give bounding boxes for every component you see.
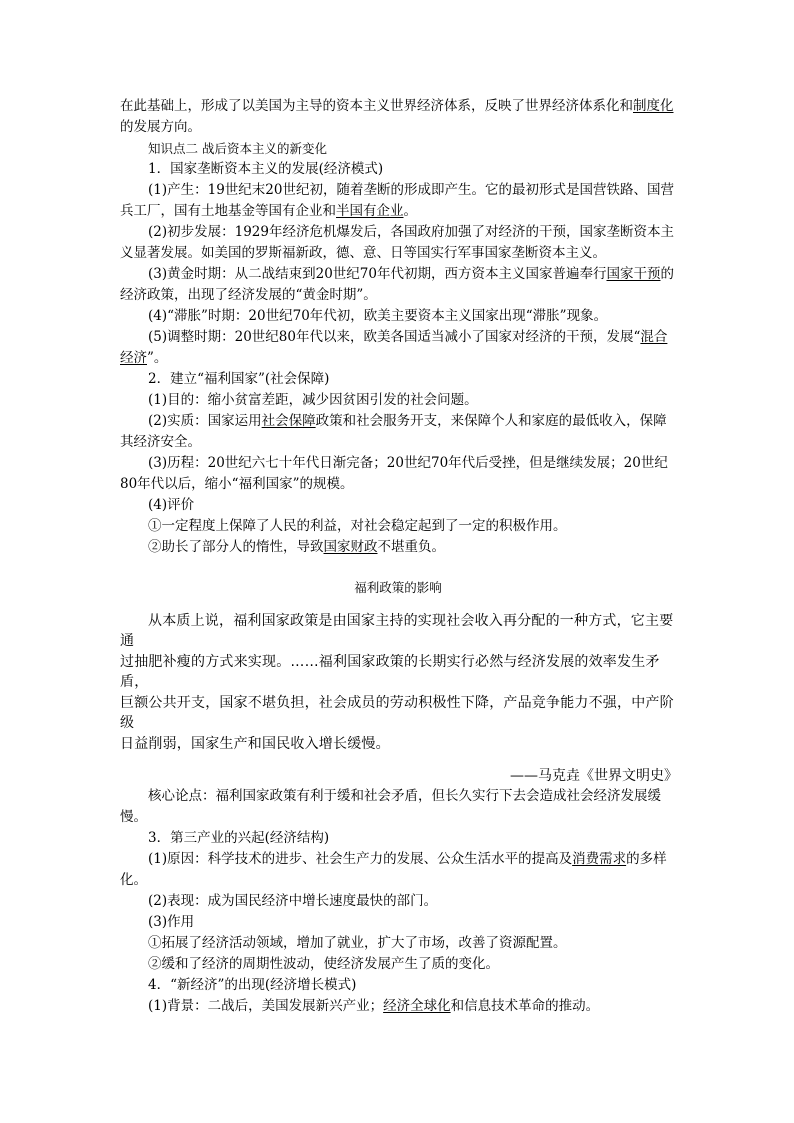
- section-heading: 知识点二 战后资本主义的新变化: [148, 141, 327, 156]
- paragraph: (3)历程：20世纪六七十年代日渐完备；20世纪70年代后受挫，但是继续发展；20世纪80年代以后，缩小“福利国家”的规模。: [120, 455, 668, 492]
- paragraph: (1)产生：19世纪末20世纪初，随着垄断的形成即产生。它的最初形式是国营铁路、国营兵工厂，国有土地基金等国有企业和半国有企业。: [120, 182, 674, 219]
- intro-paragraph: 在此基础上，形成了以美国为主导的资本主义世界经济体系，反映了世界经济体系化和制度化的发展方向。: [120, 98, 674, 135]
- quote-line: 日益削弱，国家生产和国民收入增长缓慢。: [120, 736, 390, 752]
- quote-attribution: ——马克垚《世界文明史》: [510, 768, 678, 784]
- paragraph: (4)“滞胀”时期：20世纪70年代初，欧美主要资本主义国家出现“滞胀”现象。: [148, 308, 608, 324]
- paragraph: (1)原因：科学技术的进步、社会生产力的发展、公众生活水平的提高及消费需求的多样化。: [120, 851, 667, 888]
- subsection-title: 4．“新经济”的出现(经济增长模式): [148, 977, 357, 993]
- list-item: ①拓展了经济活动领域，增加了就业，扩大了市场，改善了资源配置。: [148, 935, 567, 951]
- quote-line: 过抽肥补瘦的方式来实现。……福利国家政策的长期实行必然与经济发展的效率发生矛盾，: [120, 654, 660, 690]
- subsection-title: 1．国家垄断资本主义的发展(经济模式): [148, 161, 384, 177]
- subsection-title: 2．建立“福利国家”(社会保障): [148, 371, 330, 387]
- paragraph: (2)初步发展：1929年经济危机爆发后，各国政府加强了对经济的干预，国家垄断资本主义显著发展。如美国的罗斯福新政，德、意、日等国实行军事国家垄断资本主义。: [120, 224, 674, 261]
- core-argument: 核心论点：福利国家政策有利于缓和社会矛盾，但长久实行下去会造成社会经济发展缓慢。: [120, 788, 661, 825]
- paragraph: (3)作用: [148, 914, 195, 930]
- lower-text-block: [120, 786, 676, 1017]
- paragraph: (5)调整时期：20世纪80年代以来，欧美各国适当减小了国家对经济的干预，发展“混合经济”。: [120, 329, 668, 366]
- paragraph: (1)背景：二战后，美国发展新兴产业；经济全球化和信息技术革命的推动。: [148, 998, 600, 1014]
- main-text-block: [120, 96, 676, 558]
- list-item: ②缓和了经济的周期性波动，使经济发展产生了质的变化。: [148, 956, 499, 972]
- list-item: ②助长了部分人的惰性，导致国家财政不堪重负。: [148, 539, 445, 555]
- quote-line: 巨额公共开支，国家不堪负担，社会成员的劳动积极性下降，产品竞争能力不强，中产阶级: [120, 695, 674, 731]
- paragraph: (2)实质：国家运用社会保障政策和社会服务开支，来保障个人和家庭的最低收入，保障其经济安全。: [120, 413, 667, 450]
- material-title: 福利政策的影响: [354, 580, 442, 595]
- paragraph: (2)表现：成为国民经济中增长速度最快的部门。: [148, 893, 438, 909]
- quote-line: 从本质上说，福利国家政策是由国家主持的实现社会收入再分配的一种方式，它主要通: [120, 613, 674, 649]
- paragraph: (1)目的：缩小贫富差距，减少因贫困引发的社会问题。: [148, 392, 478, 408]
- subsection-title: 3．第三产业的兴起(经济结构): [148, 830, 330, 846]
- paragraph: (3)黄金时期：从二战结束到20世纪70年代初期，西方资本主义国家普遍奉行国家干预的经济政策，出现了经济发展的“黄金时期”。: [120, 266, 674, 303]
- list-item: ①一定程度上保障了人民的利益，对社会稳定起到了一定的积极作用。: [148, 518, 567, 534]
- paragraph: (4)评价: [148, 497, 195, 513]
